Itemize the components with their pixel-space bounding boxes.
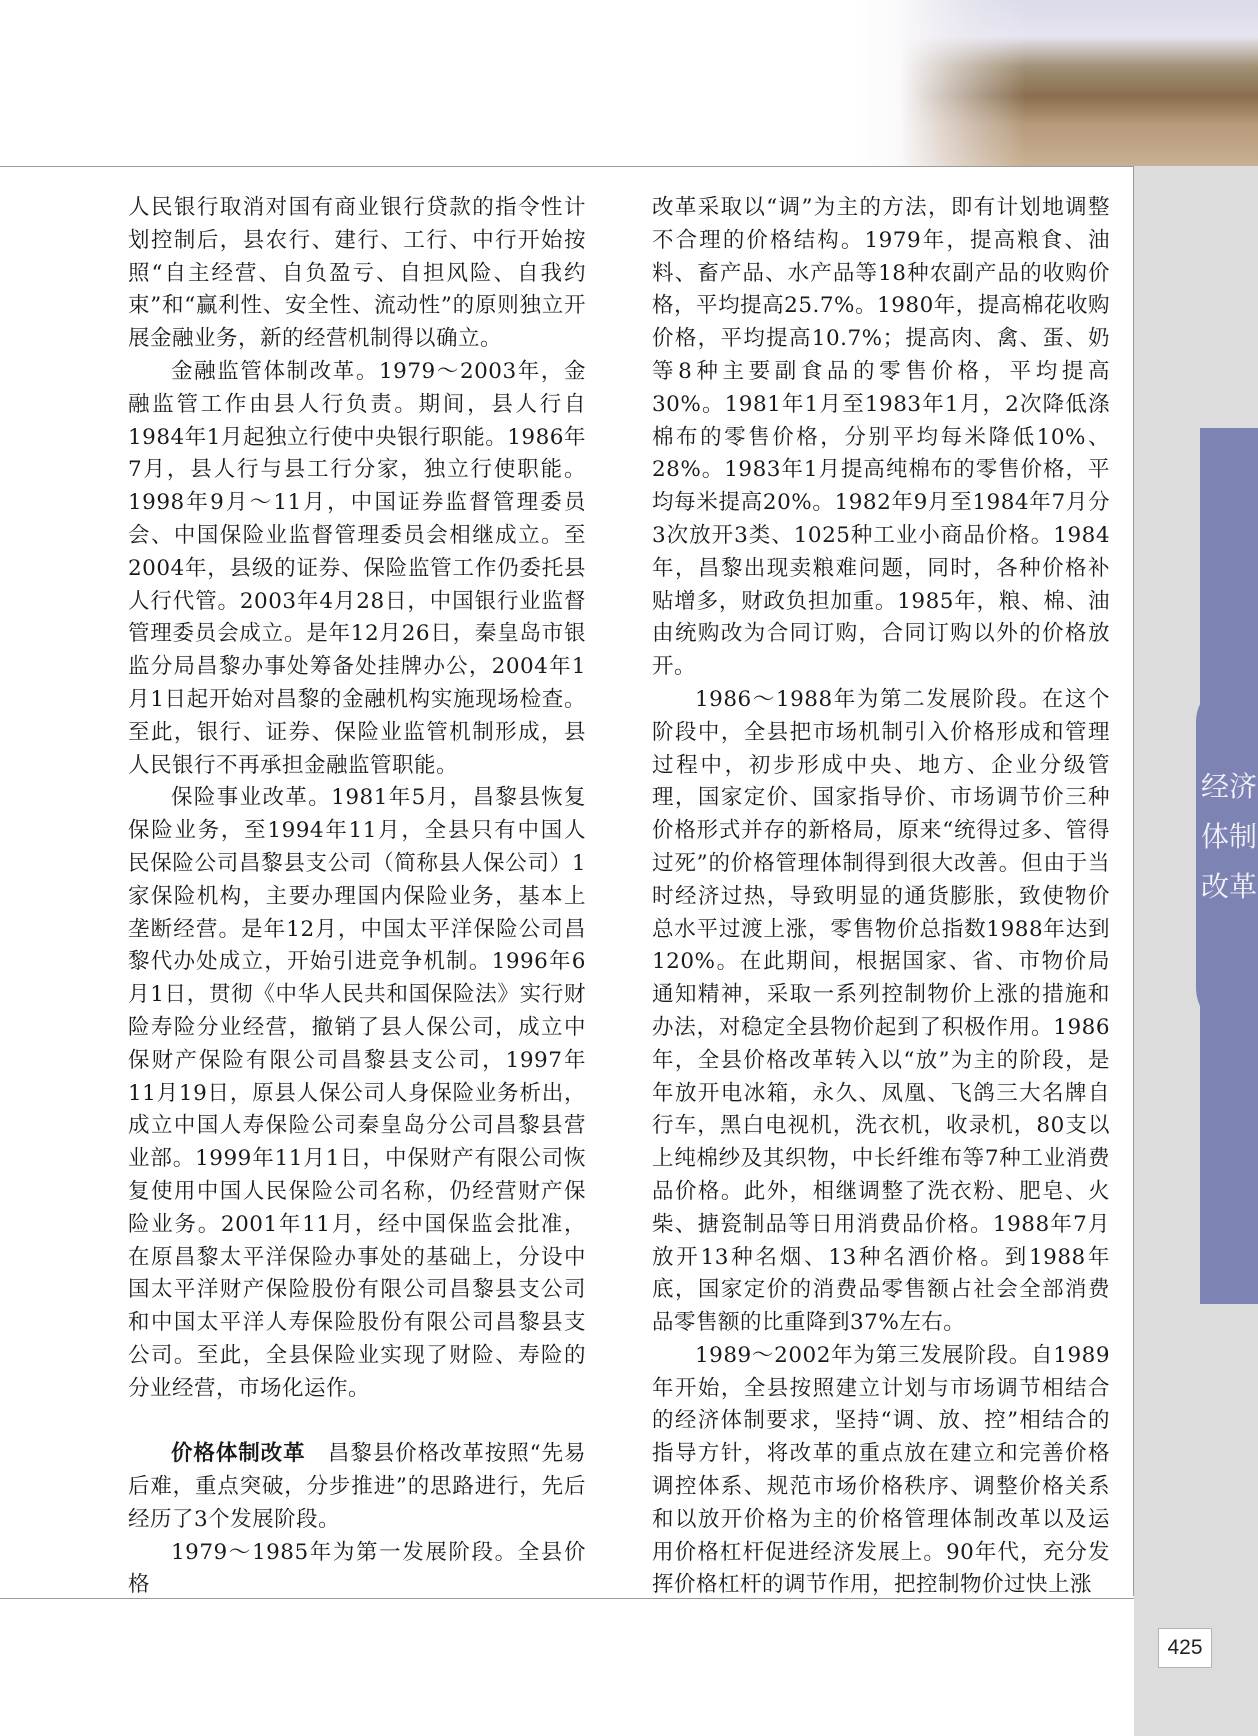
section-heading: 价格体制改革 (171, 1441, 306, 1467)
header-divider (0, 166, 1134, 167)
section-paragraph (128, 1438, 586, 1536)
footer-divider (0, 1598, 1134, 1599)
paragraph-gap (128, 1405, 586, 1438)
left-column (128, 192, 586, 1602)
paragraph: 金融监管体制改革。1979～2003年，金融监管工作由县人行负责。期间，县人行自1984年1月起独立行使中央银行职能。1986年7月，县人行与县工行分家，独立行使职能。1998年9月～11月，中国证券监督管理委员会、中国保险业监督管理委员会相继成立。至2004年，县级的证券、保险监管工作仍委托县人行代管。2003年4月28日，中国银行业监督管理委员会成立。是年12月26日，秦皇岛市银监分局昌黎办事处筹备处挂牌办公，2004年1月1日起开始对昌黎的金融机构实施现场检查。至此，银行、证券、保险业监管机制形成，县人民银行不再承担金融监管职能。 (128, 358, 586, 778)
section-tab-label: 经济体制改革 (1200, 770, 1257, 903)
paragraph: 1986～1988年为第二发展阶段。在这个阶段中，全县把市场机制引入价格形成和管理过程中，初步形成中央、地方、企业分级管理，国家定价、国家指导价、市场调节价三种价格形式并存的新格局，原来“统得过多、管得过死”的价格管理体制得到很大改善。但由于当时经济过热，导致明显的通货膨胀，致使物价总水平过渡上涨，零售物价总指数1988年达到120%。在此期间，根据国家、省、市物价局通知精神，采取一系列控制物价上涨的措施和办法，对稳定全县物价起到了积极作用。1986年，全县价格改革转入以“放”为主的阶段，是年放开电冰箱，永久、凤凰、飞鸽三大名牌自行车，黑白电视机，洗衣机，收录机，80支以上纯棉纱及其织物，中长纤维布等7种工业消费品价格。此外，相继调整了洗衣粉、肥皂、火柴、搪瓷制品等日用消费品价格。1988年7月放开13种名烟、13种名酒价格。到1988年底，国家定价的消费品零售额占社会全部消费品零售额的比重降到37%左右。 (652, 686, 1110, 1336)
landscape-photo (900, 0, 1258, 166)
paragraph: 人民银行取消对国有商业银行贷款的指令性计划控制后，县农行、建行、工行、中行开始按照“自主经营、自负盈亏、自担风险、自我约束”和“赢利性、安全性、流动性”的原则独立开展金融业务，新的经营机制得以确立。 (128, 195, 586, 352)
paragraph: 保险事业改革。1981年5月，昌黎县恢复保险业务，至1994年11月，全县只有中国人民保险公司昌黎县支公司（简称县人保公司）1家保险机构，主要办理国内保险业务，基本上垄断经营。是年12月，中国太平洋保险公司昌黎代办处成立，开始引进竞争机制。1996年6月1日，贯彻《中华人民共和国保险法》实行财险寿险分业经营，撤销了县人保公司，成立中保财产保险有限公司昌黎县支公司，1997年11月19日，原县人保公司人身保险业务析出，成立中国人寿保险公司秦皇岛分公司昌黎县营业部。1999年11月1日，中保财产有限公司恢复使用中国人民保险公司名称，仍经营财产保险业务。2001年11月，经中国保监会批准，在原昌黎太平洋保险办事处的基础上，分设中国太平洋财产保险股份有限公司昌黎县支公司和中国太平洋人寿保险股份有限公司昌黎县支公司。至此，全县保险业实现了财险、寿险的分业经营，市场化运作。 (128, 785, 586, 1401)
paragraph: 1979～1985年为第一发展阶段。全县价格 (128, 1539, 586, 1598)
paragraph: 1989～2002年为第三发展阶段。自1989年开始，全县按照建立计划与市场调节相结合的经济体制要求，坚持“调、放、控”相结合的指导方针，将改革的重点放在建立和完善价格调控体系、规范市场价格秩序、调整价格关系和以放开价格为主的价格管理体制改革以及运用价格杠杆促进经济发展上。90年代，充分发挥价格杠杆的调节作用，把控制物价过快上涨 (652, 1342, 1110, 1598)
margin-divider (1133, 166, 1134, 1596)
paragraph: 改革采取以“调”为主的方法，即有计划地调整不合理的价格结构。1979年，提高粮食、油料、畜产品、水产品等18种农副产品的收购价格，平均提高25.7%。1980年，提高棉花收购价格，平均提高10.7%；提高肉、禽、蛋、奶等8种主要副食品的零售价格，平均提高30%。1981年1月至1983年1月，2次降低涤棉布的零售价格，分别平均每米降低10%、28%。1983年1月提高纯棉布的零售价格，平均每米提高20%。1982年9月至1984年7月分3次放开3类、1025种工业小商品价格。1984年，昌黎出现卖粮难问题，同时，各种价格补贴增多，财政负担加重。1985年，粮、棉、油由统购改为合同订购，合同订购以外的价格放开。 (652, 195, 1110, 680)
right-column (652, 192, 1110, 1602)
section-text: 昌黎县价格改革按照“先易后难，重点突破，分步推进”的思路进行，先后经历了3个发展阶段。 (128, 1441, 586, 1532)
page-number: 425 (1158, 1628, 1212, 1668)
